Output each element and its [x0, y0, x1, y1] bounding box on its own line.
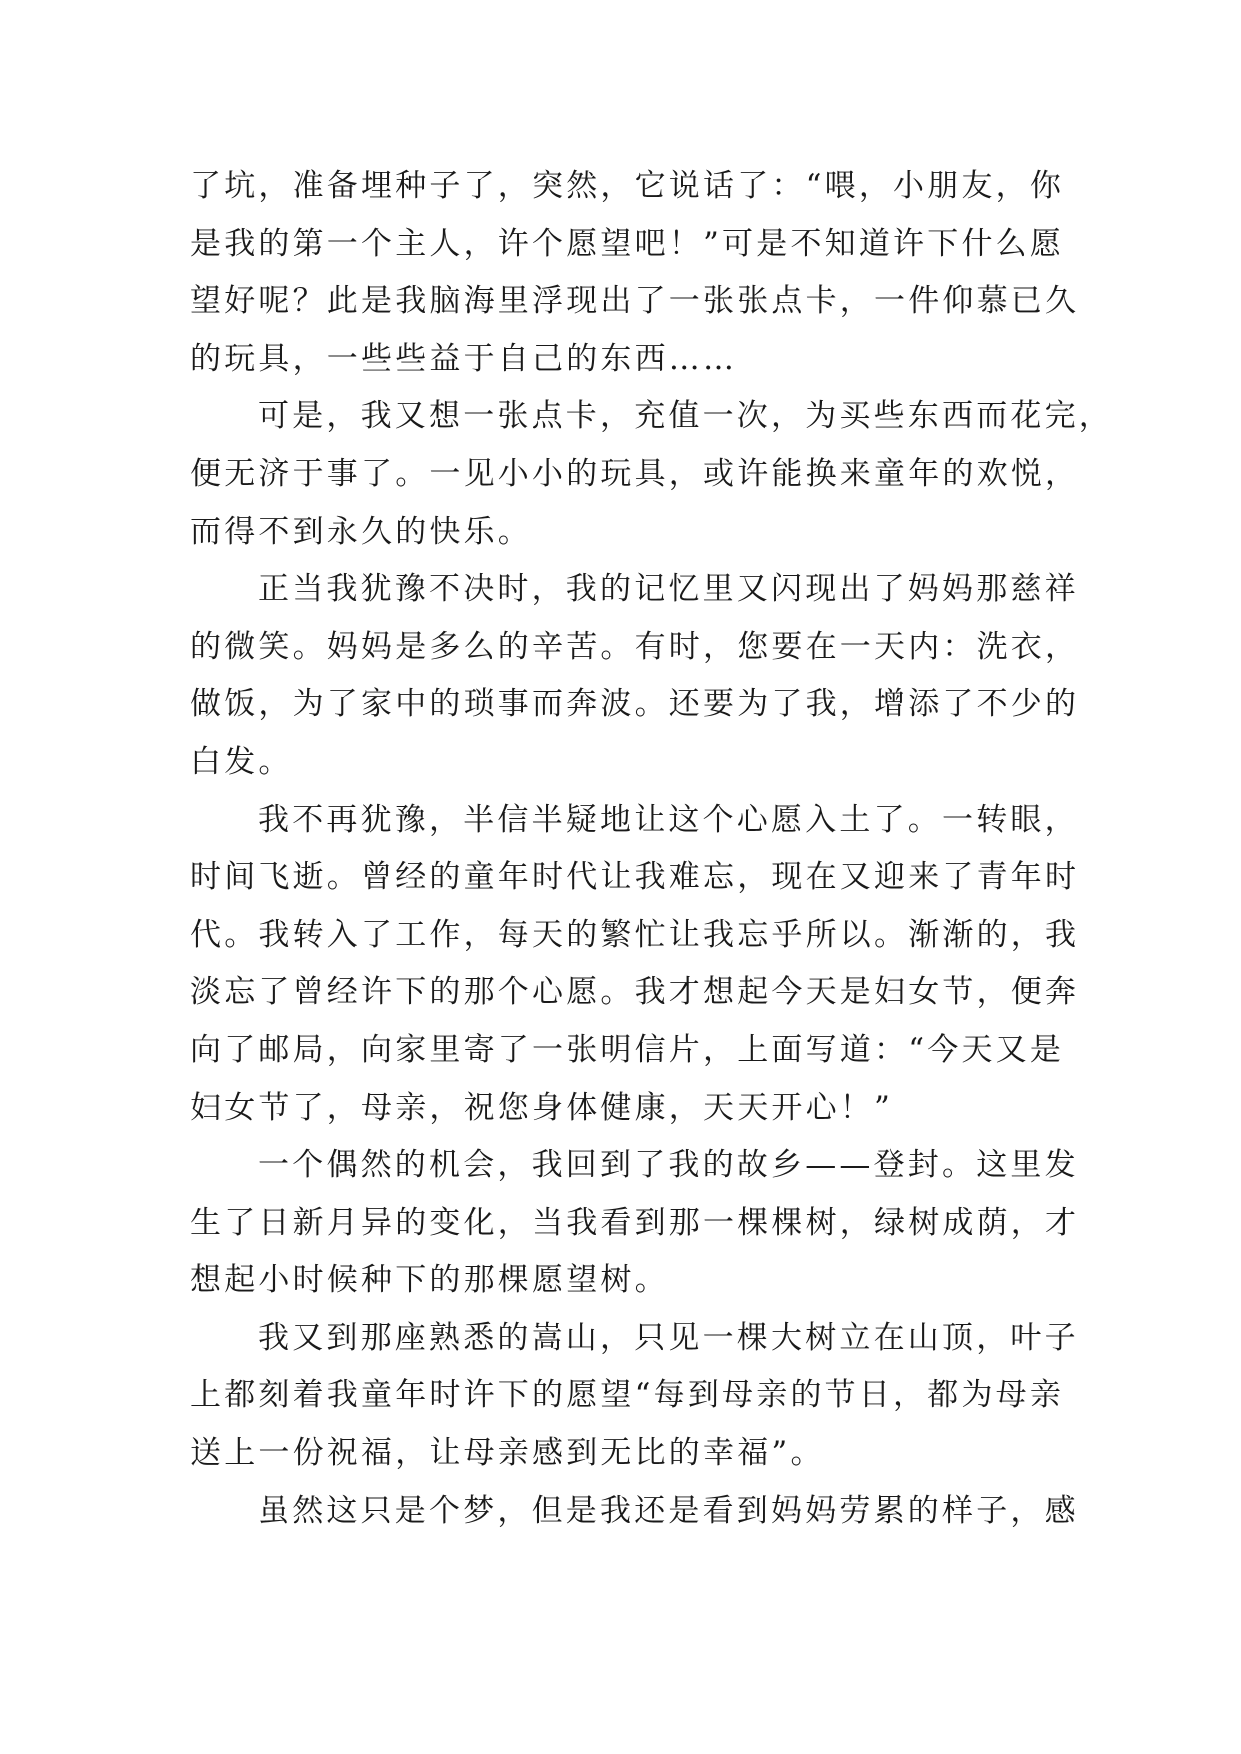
text-line: 白发。 [190, 743, 293, 780]
text-line: 便无济于事了。一见小小的玩具，或许能换来童年的欢悦， [190, 455, 1080, 492]
text-line: 正当我犹豫不决时，我的记忆里又闪现出了妈妈那慈祥 [258, 571, 1079, 608]
text-line: 妇女节了，母亲，祝您身体健康，天天开心！” [190, 1089, 894, 1126]
text-line: 而得不到永久的快乐。 [190, 513, 532, 550]
text-line: 向了邮局，向家里寄了一张明信片，上面写道：“今天又是 [190, 1031, 1065, 1068]
text-line: 的玩具，一些些益于自己的东西…… [190, 340, 738, 377]
text-line: 我又到那座熟悉的嵩山，只见一棵大树立在山顶，叶子 [258, 1319, 1079, 1356]
essay-body [190, 158, 1113, 1540]
text-line: 代。我转入了工作，每天的繁忙让我忘乎所以。渐渐的，我 [190, 916, 1080, 953]
text-line: 淡忘了曾经许下的那个心愿。我才想起今天是妇女节，便奔 [190, 974, 1080, 1011]
text-line: 生了日新月异的变化，当我看到那一棵棵树，绿树成荫，才 [190, 1204, 1080, 1241]
text-line: 送上一份祝福，让母亲感到无比的幸福”。 [190, 1435, 825, 1472]
text-line: 的微笑。妈妈是多么的辛苦。有时，您要在一天内：洗衣， [190, 628, 1080, 665]
text-line: 我不再犹豫，半信半疑地让这个心愿入土了。一转眼， [258, 801, 1079, 838]
text-line: 是我的第一个主人，许个愿望吧！”可是不知道许下什么愿 [190, 225, 1065, 262]
text-line: 可是，我又想一张点卡，充值一次，为买些东西而花完， [258, 398, 1113, 435]
text-line: 望好呢？此是我脑海里浮现出了一张张点卡，一件仰慕已久 [190, 283, 1080, 320]
text-line: 了坑，准备埋种子了，突然，它说话了：“喂，小朋友，你 [190, 168, 1065, 204]
text-line: 一个偶然的机会，我回到了我的故乡——登封。这里发 [258, 1147, 1079, 1184]
text-line: 虽然这只是个梦，但是我还是看到妈妈劳累的样子，感 [258, 1492, 1079, 1529]
text-line: 时间飞逝。曾经的童年时代让我难忘，现在又迎来了青年时 [190, 859, 1080, 896]
text-line: 做饭，为了家中的琐事而奔波。还要为了我，增添了不少的 [190, 686, 1080, 723]
text-line: 上都刻着我童年时许下的愿望“每到母亲的节日，都为母亲 [190, 1377, 1065, 1414]
text-line: 想起小时候种下的那棵愿望树。 [190, 1262, 669, 1299]
